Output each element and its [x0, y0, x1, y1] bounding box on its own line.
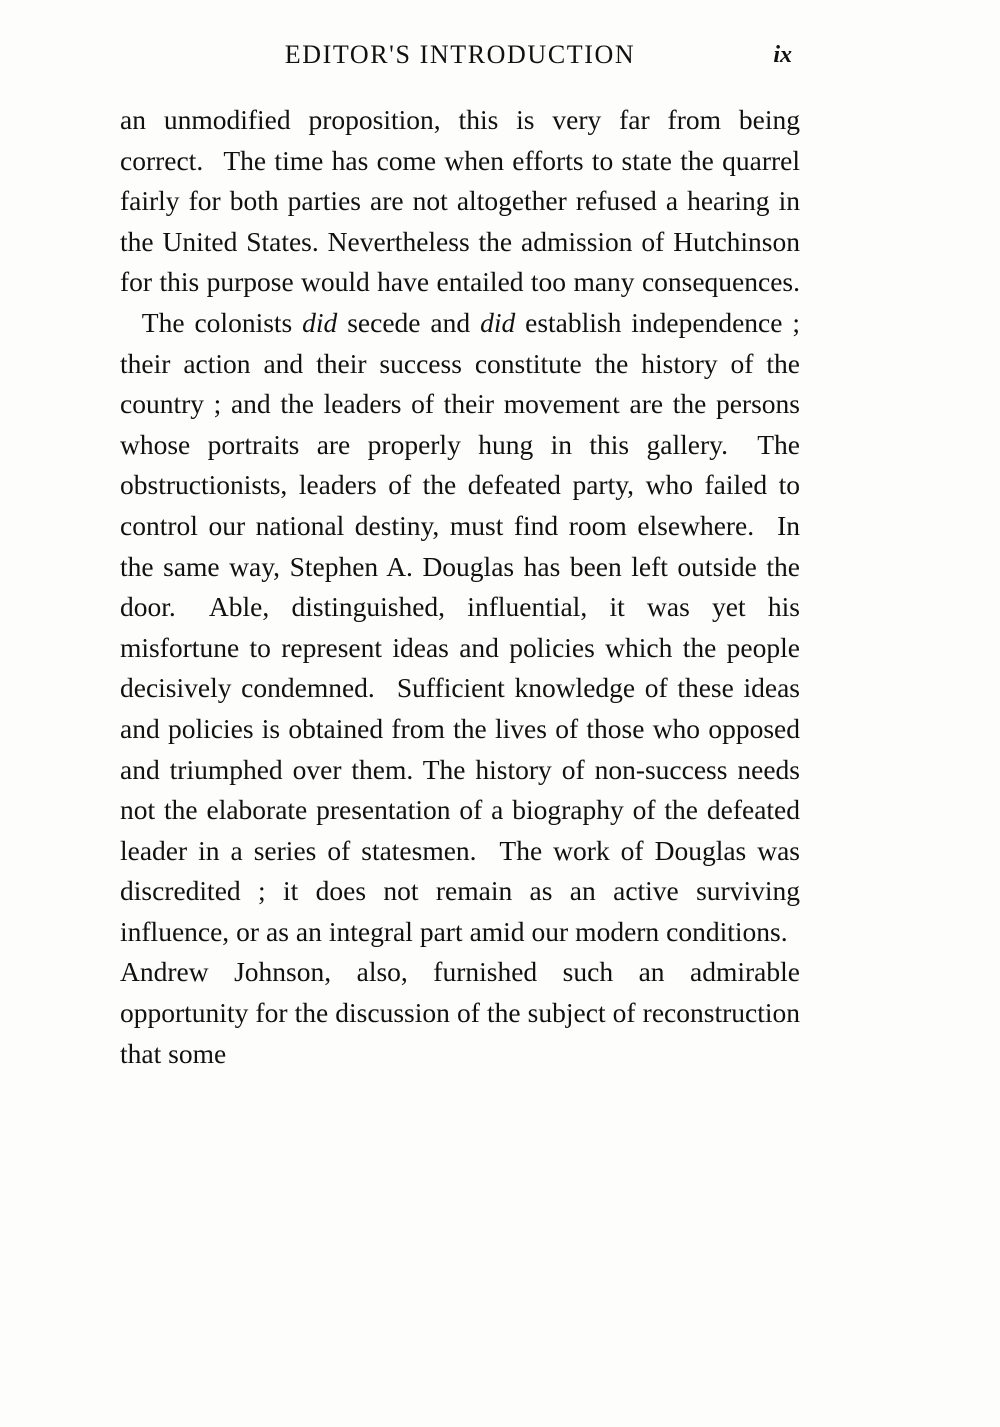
body-paragraph: an unmodified proposition, this is very far from being correct. The time has come when efforts to state the quarrel fairly for both parties are not altogether refused a hearing in the United States. Nevertheless the admission of Hutchinson for this purpose would have entailed too many consequences. The colonists did secede and did establish independence ; their action and their success constitute the history of the country ; and the leaders of their movement are the persons whose portraits are properly hung in this gallery. The obstructionists, leaders of the defeated party, who failed to control our national destiny, must find room elsewhere. In the same way, Stephen A. Douglas has been left outside the door. Able, distinguished, influential, it was yet his misfortune to represent ideas and policies which the people decisively condemned. Sufficient knowledge of these ideas and policies is obtained from the lives of those who opposed and triumphed over them. The history of non-success needs not the elaborate presentation of a biography of the defeated leader in a series of statesmen. The work of Douglas was discredited ; it does not remain as an active surviving influence, or as an integral part amid our modern conditions. Andrew Johnson, also, furnished such an admirable opportunity for the discussion of the subject of reconstruction that some: [120, 104, 801, 1069]
running-head-title: EDITOR'S INTRODUCTION: [284, 40, 636, 69]
page-number: ix: [773, 42, 792, 68]
running-head: [120, 40, 800, 70]
body-text: [120, 100, 800, 1074]
